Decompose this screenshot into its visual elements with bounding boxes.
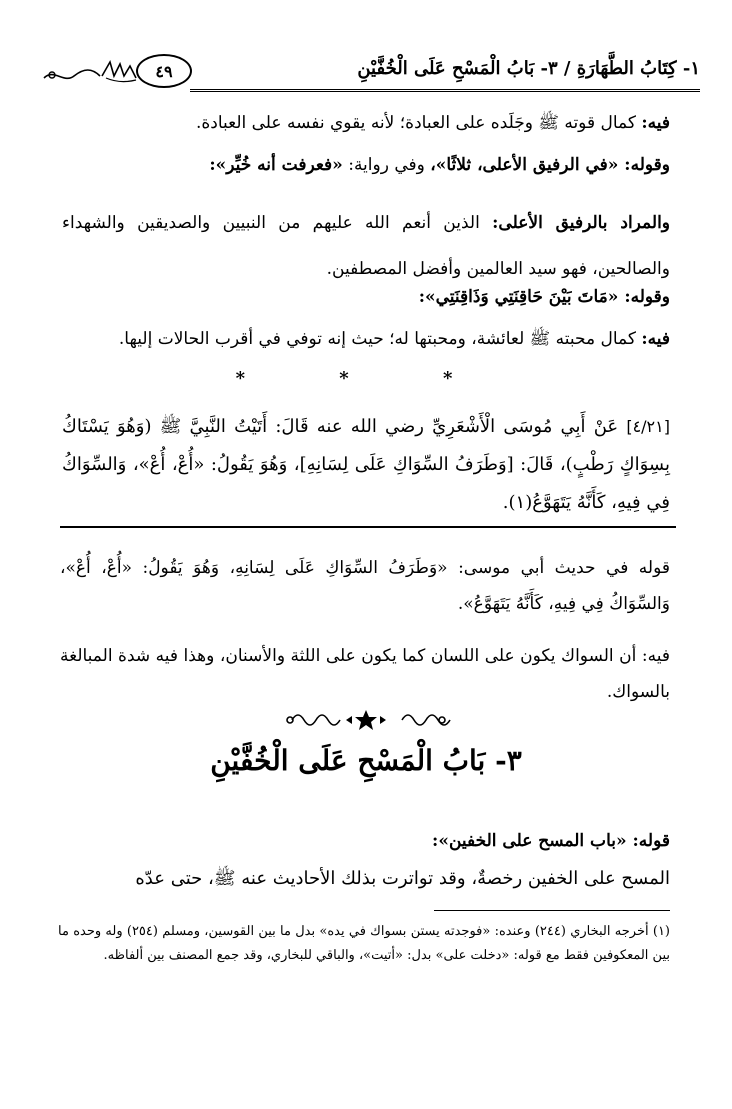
section-separator: * * * [235, 368, 497, 389]
page-number: ٤٩ [136, 54, 192, 88]
floral-ornament-icon [40, 54, 140, 88]
hadith-text: [٤/٢١] عَنْ أَبِي مُوسَى الْأَشْعَرِيِّ رضي الله عنه قَالَ: أَتَيْتُ النَّبِيَّ ﷺ (وَهُوَ يَسْتَاكُ بِسِوَاكٍ رَطْبٍ)، قَالَ: [وَطَرَفُ السِّوَاكِ عَلَى لِسَانِهِ]، وَهُوَ يَقُولُ: «أُعْ، أُعْ»، وَالسِّوَاكُ فِي فِيهِ، كَأَنَّهُ يَتَهَوَّعُ(١). [62, 416, 670, 513]
paragraph: قوله: «باب المسح على الخفين»: [432, 831, 670, 851]
paragraph: فيه: أن السواك يكون على اللسان كما يكون على اللثة والأسنان، وهذا فيه شدة المبالغة بالسواك. [60, 646, 671, 702]
hadith-number: [٤/٢١] [626, 417, 670, 436]
section-divider [60, 526, 676, 528]
header-rule [190, 89, 700, 92]
footnote-reference: (١). [502, 492, 533, 513]
paragraph: المسح على الخفين رخصةٌ، وقد تواترت بذلك الأحاديث عنه ﷺ، حتى عدّه [135, 868, 670, 889]
running-head: ١- كِتَابُ الطَّهَارَةِ / ٣- بَابُ الْمَسْحِ عَلَى الْخُفَّيْنِ [357, 58, 700, 79]
fleuron-ornament-icon [0, 706, 732, 734]
paragraph: وقوله: «في الرفيق الأعلى، ثلاثًا»، وفي رواية: «فعرفت أنه خُيِّر»: [209, 155, 670, 175]
paragraph: فيه: كمال محبته ﷺ لعائشة، ومحبتها له؛ حيث إنه توفي في أقرب الحالات إليها. [118, 329, 670, 349]
paragraph: وقوله: «مَاتَ بَيْنَ حَاقِنَتِي وَذَاقِنَتِي»: [418, 287, 670, 307]
paragraph: فيه: كمال قوته ﷺ وجَلَده على العبادة؛ لأنه يقوي نفسه على العبادة. [195, 113, 670, 133]
footnote-rule [434, 910, 670, 911]
footnote: (١) أخرجه البخاري (٢٤٤) وعنده: «فوجدته يستن بسواك في يده» بدل ما بين القوسين، ومسلم (٢٥٤) وله وحده ما بين المعكوفين فقط مع قوله: «دخلت على» بدل: «أتيت»، والباقي للبخاري، وقد جمع المصنف بين ألفاظه. [58, 924, 670, 963]
paragraph: قوله في حديث أبي موسى: «وَطَرَفُ السِّوَاكِ عَلَى لِسَانِهِ، وَهُوَ يَقُولُ: «أُعْ، أُعْ»، وَالسِّوَاكُ فِي فِيهِ، كَأَنَّهُ يَتَهَوَّعُ». [60, 558, 671, 614]
chapter-title: ٣- بَابُ الْمَسْحِ عَلَى الْخُفَّيْنِ [210, 744, 522, 777]
page-header [40, 48, 700, 94]
paragraph: والمراد بالرفيق الأعلى: الذين أنعم الله عليهم من النبيين والصديقين والشهداء والصالحين، فهو سيد العالمين وأفضل المصطفين. [62, 213, 670, 279]
